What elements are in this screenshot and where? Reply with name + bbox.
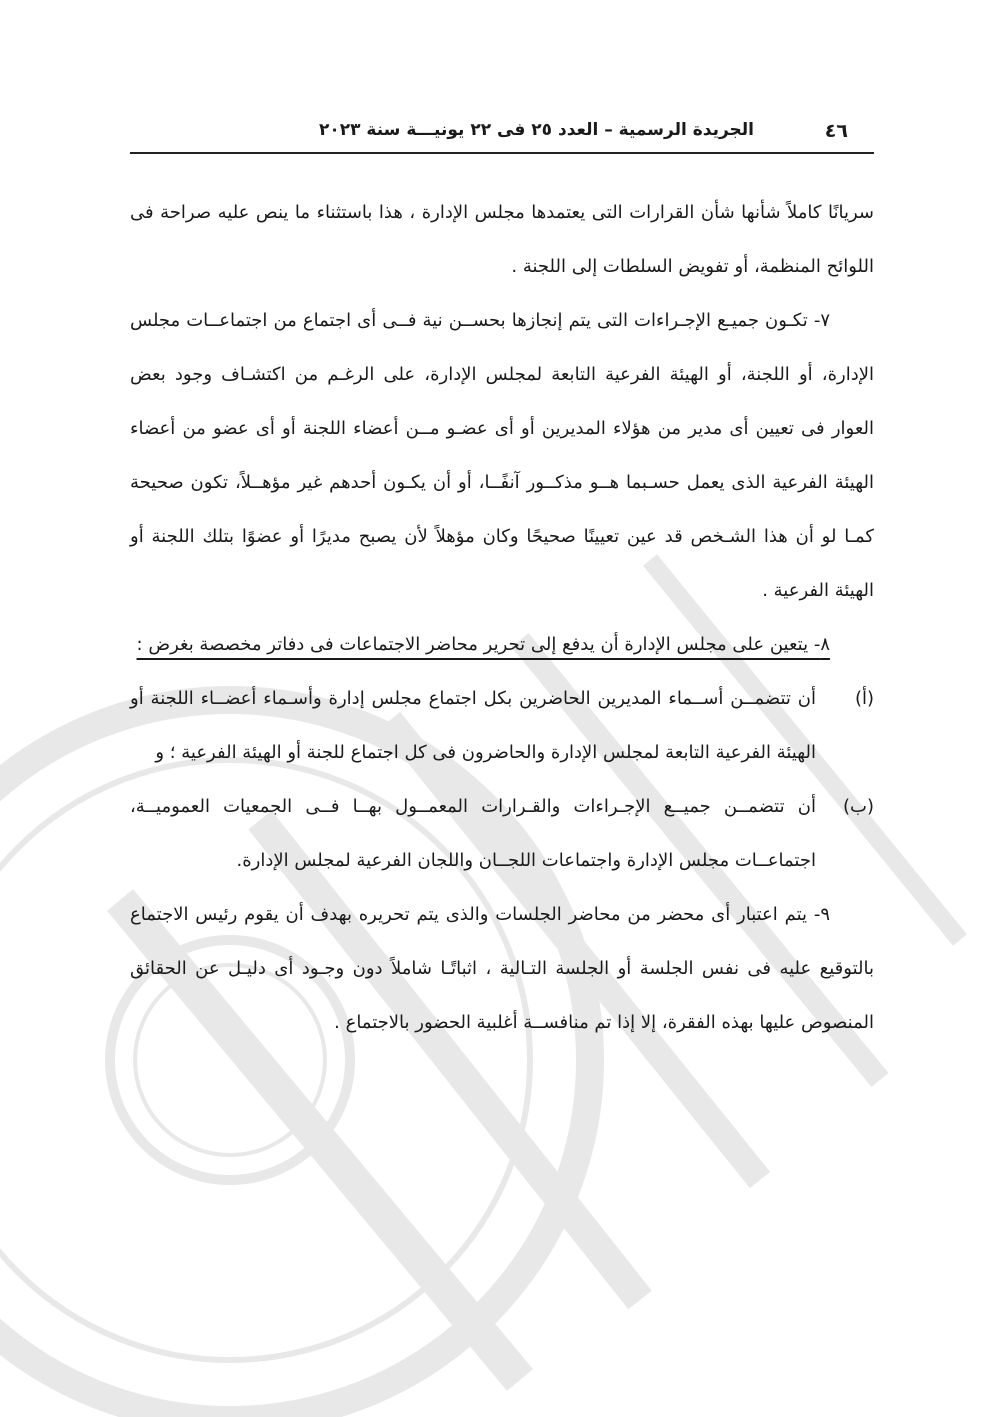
item-a-label: (أ) — [854, 688, 874, 709]
item-b-text: أن تتضمــن جميــع الإجـراءات والقـرارات المعمــول بهــا فــى الجمعيات العموميــة، اجتماعــات مجلس الإدارة واجتماعات اللجــان واللجان الفرعية لمجلس الإدارة. — [130, 796, 816, 871]
gazette-title: الجريدة الرسمية – العدد ٢٥ فى ٢٢ يونيـــة سنة ٢٠٢٣ — [319, 120, 754, 140]
clause-7: ٧- تكـون جميـع الإجـراءات التى يتم إنجازها بحســن نية فــى أى اجتماع من اجتماعــات مجلس الإدارة، أو اللجنة، أو الهيئة الفرعية التابعة لمجلس الإدارة، على الرغـم من اكتشـاف وجود بعض العوار فى تعيين أى مدير من هؤلاء المديرين أو أى عضـو مــن أعضاء اللجنة أو أى عضو من أعضاء الهيئة الفرعية الذى يعمل حسـبما هــو مذكــور آنفًــا، أو أن يكـون أحدهم غير مؤهــلاً، تكون صحيحة كمـا لو أن هذا الشـخص قد عين تعيينًا صحيحًا وكان مؤهلاً لأن يصبح مديرًا أو عضوًا بتلك اللجنة أو الهيئة الفرعية . — [130, 310, 874, 601]
item-a-text: أن تتضمــن أســماء المديرين الحاضرين بكل اجتماع مجلس إدارة وأسـماء أعضــاء اللجنة أو الهيئة الفرعية التابعة لمجلس الإدارة والحاضرون فى كل اجتماع للجنة أو الهيئة الفرعية ؛ و — [130, 688, 816, 763]
page-header — [130, 112, 874, 154]
clause-9: ٩- يتم اعتبار أى محضر من محاضر الجلسات والذى يتم تحريره بهدف أن يقوم رئيس الاجتماع بالتوقيع عليه فى نفس الجلسة أو الجلسة التـالية ، اثباتًـا شاملاً دون وجـود أى دليـل عن الحقائق المنصوص عليها بهذه الفقرة، إلا إذا تم منافســة أغلبية الحضور بالاجتماع . — [130, 904, 874, 1033]
clause-8 — [130, 618, 874, 672]
clause-8-item-b — [130, 780, 874, 888]
clause-8-text: ٨- يتعين على مجلس الإدارة أن يدفع إلى تحرير محاضر الاجتماعات فى دفاتر مخصصة بغرض : — [136, 634, 830, 655]
page-number: ٤٦ — [824, 120, 848, 142]
article-body — [130, 186, 874, 1050]
clause-8-item-a — [130, 672, 874, 780]
item-b-label: (ب) — [843, 796, 874, 817]
paragraph-continuation: سريانًا كاملاً شأنها شأن القرارات التى يعتمدها مجلس الإدارة ، هذا باستثناء ما ينص عليه صراحة فى اللوائح المنظمة، أو تفويض السلطات إلى اللجنة . — [130, 202, 874, 277]
